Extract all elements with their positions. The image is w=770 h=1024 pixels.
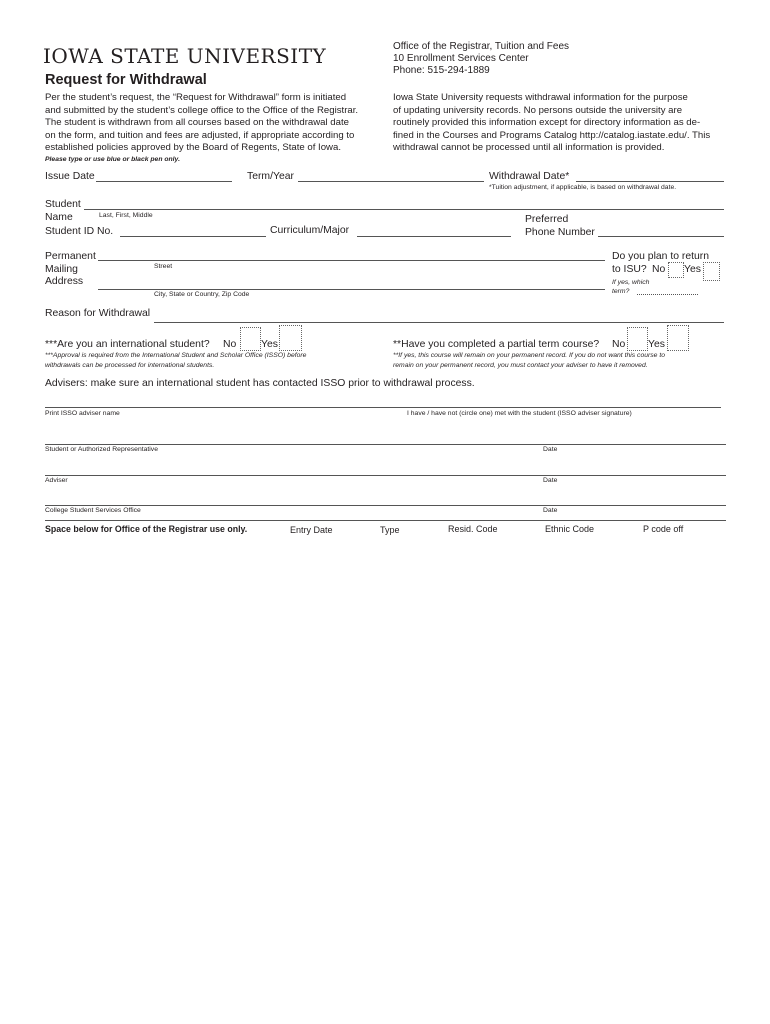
intro-line: fined in the Courses and Programs Catalog http://catalog.iastate.edu/. This bbox=[393, 129, 711, 141]
advisers-note: Advisers: make sure an international student has contacted ISSO prior to withdrawal process. bbox=[45, 378, 475, 389]
intro-line: withdrawal cannot be processed until all information is provided. bbox=[393, 142, 665, 154]
withdrawal-date-field[interactable] bbox=[576, 181, 724, 182]
label-line: Preferred bbox=[525, 214, 569, 225]
adviser-date-label: Date bbox=[543, 477, 558, 484]
label-line: Mailing bbox=[45, 263, 78, 275]
label-line: Address bbox=[45, 276, 84, 287]
partial-yes-checkbox[interactable] bbox=[667, 325, 689, 351]
student-name-label bbox=[45, 198, 81, 224]
curriculum-label: Curriculum/Major bbox=[270, 225, 350, 236]
partial-term-question: **Have you completed a partial term course? bbox=[393, 339, 600, 350]
student-rep-label: Student or Authorized Representative bbox=[45, 446, 158, 453]
city-hint: City, State or Country, Zip Code bbox=[154, 291, 250, 298]
office-line: 10 Enrollment Services Center bbox=[393, 53, 529, 64]
intro-right-paragraph bbox=[393, 92, 710, 155]
note-line: ***Approval is required from the International Student and Scholar Office (ISSO) before bbox=[45, 352, 307, 359]
return-yes-checkbox[interactable] bbox=[703, 262, 720, 281]
student-id-label: Student ID No. bbox=[45, 226, 114, 237]
partial-yes-label: Yes bbox=[648, 339, 665, 350]
resid-code-label: Resid. Code bbox=[448, 524, 498, 534]
student-rep-line[interactable] bbox=[45, 444, 726, 445]
label-line: If yes, which bbox=[612, 279, 650, 286]
intro-line: The student is withdrawn from all courses based on the withdrawal date bbox=[45, 117, 349, 129]
intro-left-paragraph bbox=[45, 92, 358, 155]
label-line: Name bbox=[45, 212, 73, 223]
partial-no-checkbox[interactable] bbox=[627, 327, 648, 351]
pen-note: Please type or use blue or black pen only. bbox=[45, 156, 180, 163]
label-line: term? bbox=[612, 288, 630, 295]
label-line: Phone Number bbox=[525, 227, 595, 238]
issue-date-label: Issue Date bbox=[45, 171, 95, 182]
intro-line: Iowa State University requests withdrawal information for the purpose bbox=[393, 92, 688, 103]
student-id-field[interactable] bbox=[120, 236, 266, 237]
intl-no-checkbox[interactable] bbox=[240, 327, 261, 351]
p-code-label: P code off bbox=[643, 524, 684, 534]
entry-date-label: Entry Date bbox=[290, 525, 333, 535]
return-no-checkbox[interactable] bbox=[668, 262, 684, 278]
note-line: withdrawals can be processed for international students. bbox=[45, 361, 215, 369]
return-no-label: No bbox=[652, 264, 666, 275]
city-field[interactable] bbox=[98, 289, 605, 290]
tuition-note: *Tuition adjustment, if applicable, is based on withdrawal date. bbox=[489, 184, 677, 191]
intro-line: of updating university records. No persons outside the university are bbox=[393, 104, 683, 116]
office-line: Office of the Registrar, Tuition and Fees bbox=[393, 41, 570, 52]
university-logo: IOWA STATE UNIVERSITY bbox=[43, 44, 327, 68]
college-office-date-label: Date bbox=[543, 507, 558, 514]
intl-no-label: No bbox=[223, 339, 237, 350]
label-line: Permanent bbox=[45, 251, 96, 262]
return-question: Do you plan to return bbox=[612, 251, 710, 262]
reason-field[interactable] bbox=[154, 322, 724, 323]
college-office-line[interactable] bbox=[45, 505, 726, 506]
street-hint: Street bbox=[154, 263, 173, 270]
return-yes-label: Yes bbox=[684, 264, 701, 275]
adviser-line[interactable] bbox=[45, 475, 726, 476]
which-term-field[interactable] bbox=[637, 294, 698, 295]
intro-line: on the form, and tuition and fees are adjusted, if appropriate according to bbox=[45, 129, 355, 141]
issue-date-field[interactable] bbox=[96, 181, 232, 182]
intl-note bbox=[45, 351, 306, 370]
registrar-divider bbox=[45, 520, 726, 521]
type-label: Type bbox=[380, 525, 400, 535]
reason-label: Reason for Withdrawal bbox=[45, 308, 151, 319]
term-year-field[interactable] bbox=[298, 181, 484, 182]
return-question-2: to ISU? bbox=[612, 264, 647, 275]
isso-signature-label: I have / have not (circle one) met with the student (ISSO adviser signature) bbox=[407, 410, 632, 417]
intl-yes-label: Yes bbox=[261, 339, 278, 350]
intro-line: routinely provided this information except for directory information as de- bbox=[393, 117, 701, 129]
name-hint: Last, First, Middle bbox=[99, 212, 153, 219]
intro-line: Per the student’s request, the “Request for Withdrawal” form is initiated bbox=[45, 92, 347, 103]
withdrawal-date-label: Withdrawal Date* bbox=[489, 171, 570, 182]
term-year-label: Term/Year bbox=[247, 171, 294, 182]
student-name-field[interactable] bbox=[84, 209, 724, 210]
intl-yes-checkbox[interactable] bbox=[279, 325, 302, 351]
form-title: Request for Withdrawal bbox=[45, 72, 207, 88]
isso-name-label: Print ISSO adviser name bbox=[45, 410, 120, 417]
college-office-label: College Student Services Office bbox=[45, 507, 141, 514]
curriculum-field[interactable] bbox=[357, 236, 511, 237]
office-address bbox=[393, 41, 569, 77]
isso-signature-line[interactable] bbox=[45, 407, 721, 408]
label-line: Student bbox=[45, 199, 81, 210]
note-line: **If yes, this course will remain on your permanent record. If you do not want this course to bbox=[393, 352, 666, 359]
adviser-label: Adviser bbox=[45, 477, 68, 484]
intro-line: established policies approved by the Board of Regents, State of Iowa. bbox=[45, 142, 341, 154]
street-field[interactable] bbox=[98, 260, 605, 261]
ethnic-code-label: Ethnic Code bbox=[545, 524, 595, 534]
international-question: ***Are you an international student? bbox=[45, 339, 210, 350]
partial-note bbox=[393, 351, 665, 370]
student-rep-date-label: Date bbox=[543, 446, 558, 453]
registrar-note: Space below for Office of the Registrar use only. bbox=[45, 524, 248, 534]
office-line: Phone: 515-294-1889 bbox=[393, 65, 490, 76]
note-line: remain on your permanent record, you must contact your adviser to have it removed. bbox=[393, 361, 648, 369]
partial-no-label: No bbox=[612, 339, 626, 350]
preferred-phone-field[interactable] bbox=[598, 236, 724, 237]
address-label bbox=[45, 251, 96, 289]
intro-line: and submitted by the student’s college office to the Office of the Registrar. bbox=[45, 104, 359, 116]
preferred-phone-label bbox=[525, 213, 595, 239]
